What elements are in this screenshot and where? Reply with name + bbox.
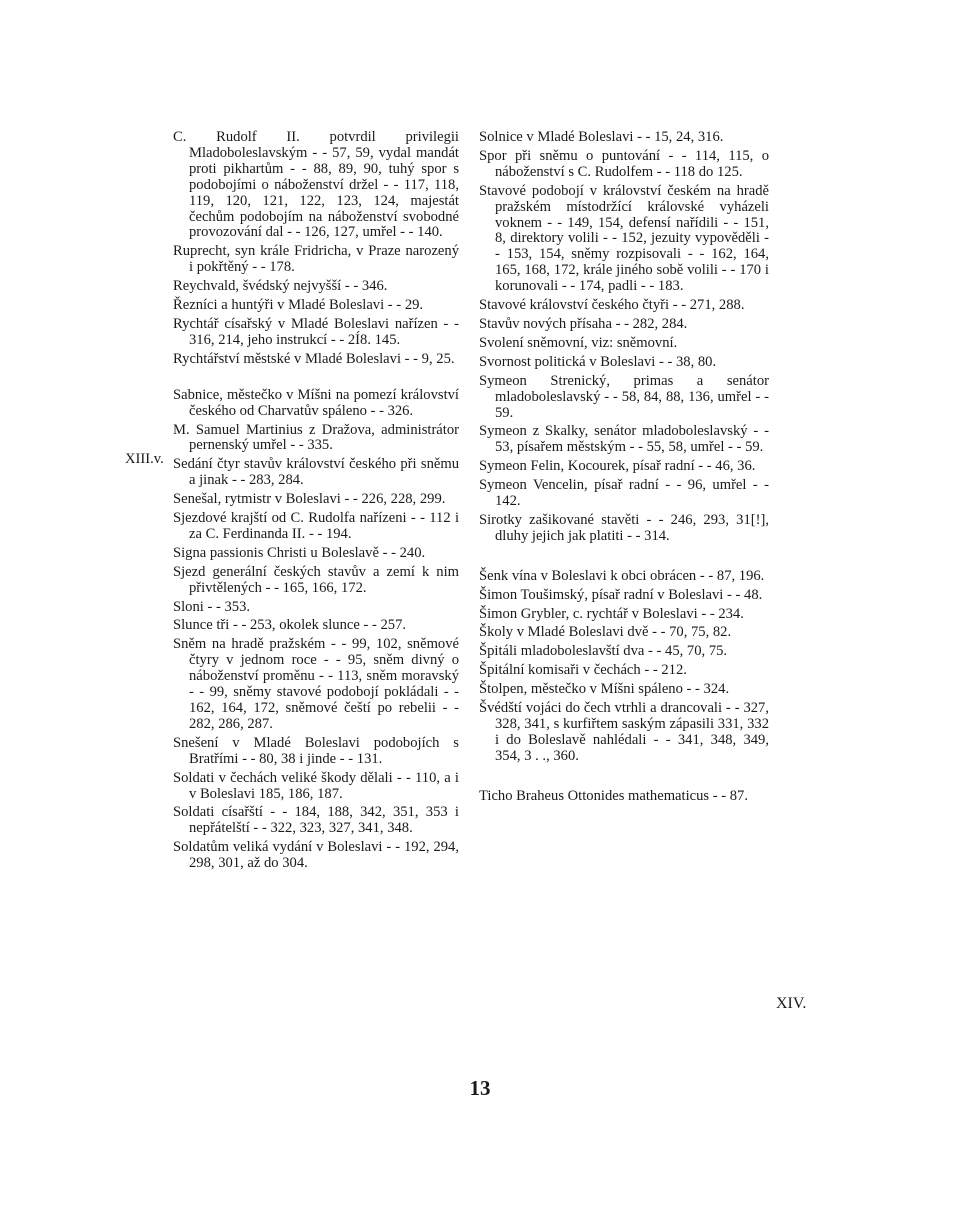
margin-section-mark-left: XIII.v. — [125, 451, 164, 467]
index-entry: Špitální komisaři v čechách - - 212. — [479, 662, 687, 679]
index-entry: Sedání čtyr stavův království českého při sněmu a jinak - - 283, 284. — [173, 456, 459, 489]
index-entry: Sloni - - 353. — [173, 598, 251, 615]
index-entry: Solnice v Mladé Boleslavi - - 15, 24, 316. — [479, 129, 724, 145]
index-entry: Šenk vína v Boleslavi k obci obrácen - - 87, 196. — [479, 567, 765, 584]
index-entry: Slunce tři - - 253, okolek slunce - - 257. — [173, 617, 407, 634]
index-entry: Svolení sněmovní, viz: sněmovní. — [479, 334, 678, 351]
index-entry: Sabnice, městečko v Míšni na pomezí království českého od Charvatův spáleno - - 326. — [173, 386, 459, 419]
index-column-right — [479, 130, 769, 808]
index-column-left — [173, 130, 459, 875]
index-entry: Ruprecht, syn krále Fridricha, v Praze narozený i pokřtěný - - 178. — [173, 243, 459, 276]
index-entry: Symeon Strenický, primas a senátor mladoboleslavský - - 58, 84, 88, 136, umřel - - 59. — [479, 372, 769, 421]
index-entry: Snešení v Mladé Boleslavi podobojích s Bratřími - - 80, 38 i jinde - - 131. — [173, 734, 459, 767]
index-entry: Švédští vojáci do čech vtrhli a drancovali - - 327, 328, 341, s kurfiřtem saským zápasili 331, 332 i do Boleslavě nahlédali - - 341, 348, 349, 354, 3 . ., 360. — [479, 700, 769, 764]
index-entry: Spor při sněmu o puntování - - 114, 115, o náboženství s C. Rudolfem - - 118 do 125. — [479, 147, 769, 180]
index-entry: Symeon Vencelin, písař radní - - 96, umřel - - 142. — [479, 477, 769, 510]
index-entry: C. Rudolf II. potvrdil privilegii Mladoboleslavským - - 57, 59, vydal mandát proti pikhartům - - 88, 89, 90, tuhý spor s podobojími o náboženství držel - - 117, 118, 119, 120, 121, 122, 123, 124, majestát čechům podobojím na náboženství svobodné provozování dal - - 126, 127, umřel - - 140. — [173, 129, 459, 241]
index-entry: Signa passionis Christi u Boleslavě - - 240. — [173, 544, 426, 561]
index-entry: Řezníci a huntýři v Mladé Boleslavi - - 29. — [173, 297, 424, 314]
index-entry: Sirotky zašikované stavěti - - 246, 293, 31[!], dluhy jejich jak platiti - - 314. — [479, 511, 769, 544]
index-entry: Stavův nových přísaha - - 282, 284. — [479, 315, 688, 332]
index-entry: Soldatům veliká vydání v Boleslavi - - 192, 294, 298, 301, až do 304. — [173, 839, 459, 872]
index-entry: Sjezdové krajští od C. Rudolfa nařízeni - - 112 i za C. Ferdinanda II. - - 194. — [173, 510, 459, 542]
margin-section-mark-right: XIV. — [776, 995, 807, 1012]
index-entry: Senešal, rytmistr v Boleslavi - - 226, 228, 299. — [173, 491, 446, 508]
index-entry: Školy v Mladé Boleslavi dvě - - 70, 75, 82. — [479, 624, 732, 641]
index-entry: M. Samuel Martinius z Dražova, administrátor pernenský umřel - - 335. — [173, 421, 459, 454]
index-entry: Stavové podobojí v království českém na hradě pražském místodržící královské vyházeli voknem - - 149, 154, defensí nařídili - - 151, 8, direktory volili - - 152, jezuity vypověděli - - 153, 154, sněmy rozpisovali - - 162, 164, 165, 168, 172, krále jiného sobě volili - - 170 i korunovali - - 174, padli - - 183. — [479, 182, 769, 295]
index-entry: Ticho Braheus Ottonides mathematicus - - 87. — [479, 787, 749, 804]
index-entry: Svornost politická v Boleslavi - - 38, 80. — [479, 353, 717, 370]
index-entry: Šimon Toušimský, písař radní v Boleslavi - - 48. — [479, 586, 763, 603]
page-number: 13 — [469, 1076, 491, 1100]
index-entry: Rychtář císařský v Mladé Boleslavi nařízen - - 316, 214, jeho instrukcí - - 2Í8. 145. — [173, 315, 459, 348]
index-entry: Sněm na hradě pražském - - 99, 102, sněmové čtyry v jednom roce - - 95, sněm divný o náboženství proměnu - - 113, sněm moravský - - 99, sněmy stavové podobojí pokládali - - 162, 164, 172, sněmové čeští po rebelii - - 282, 286, 287. — [173, 636, 459, 732]
index-entry: Soldati císařští - - 184, 188, 342, 351, 353 i nepřátelští - - 322, 323, 327, 341, 348. — [173, 804, 459, 837]
index-entry: Štolpen, městečko v Míšni spáleno - - 324. — [479, 681, 730, 698]
index-entry: Soldati v čechách veliké škody dělali - - 110, a i v Boleslavi 185, 186, 187. — [173, 769, 459, 802]
index-entry: Reychvald, švédský nejvyšší - - 346. — [173, 278, 388, 295]
index-entry: Šimon Grybler, c. rychtář v Boleslavi - - 234. — [479, 605, 744, 622]
index-entry: Špitáli mladoboleslavští dva - - 45, 70, 75. — [479, 643, 728, 660]
index-entry: Sjezd generální českých stavův a zemí k nim přivtělených - - 165, 166, 172. — [173, 563, 459, 596]
index-entry: Stavové království českého čtyři - - 271, 288. — [479, 297, 745, 314]
index-entry: Symeon Felin, Kocourek, písař radní - - 46, 36. — [479, 458, 756, 475]
index-entry: Rychtářství městské v Mladé Boleslavi - - 9, 25. — [173, 350, 455, 367]
index-entry: Symeon z Skalky, senátor mladoboleslavský - - 53, písařem městským - - 55, 58, umřel - - 59. — [479, 423, 769, 456]
